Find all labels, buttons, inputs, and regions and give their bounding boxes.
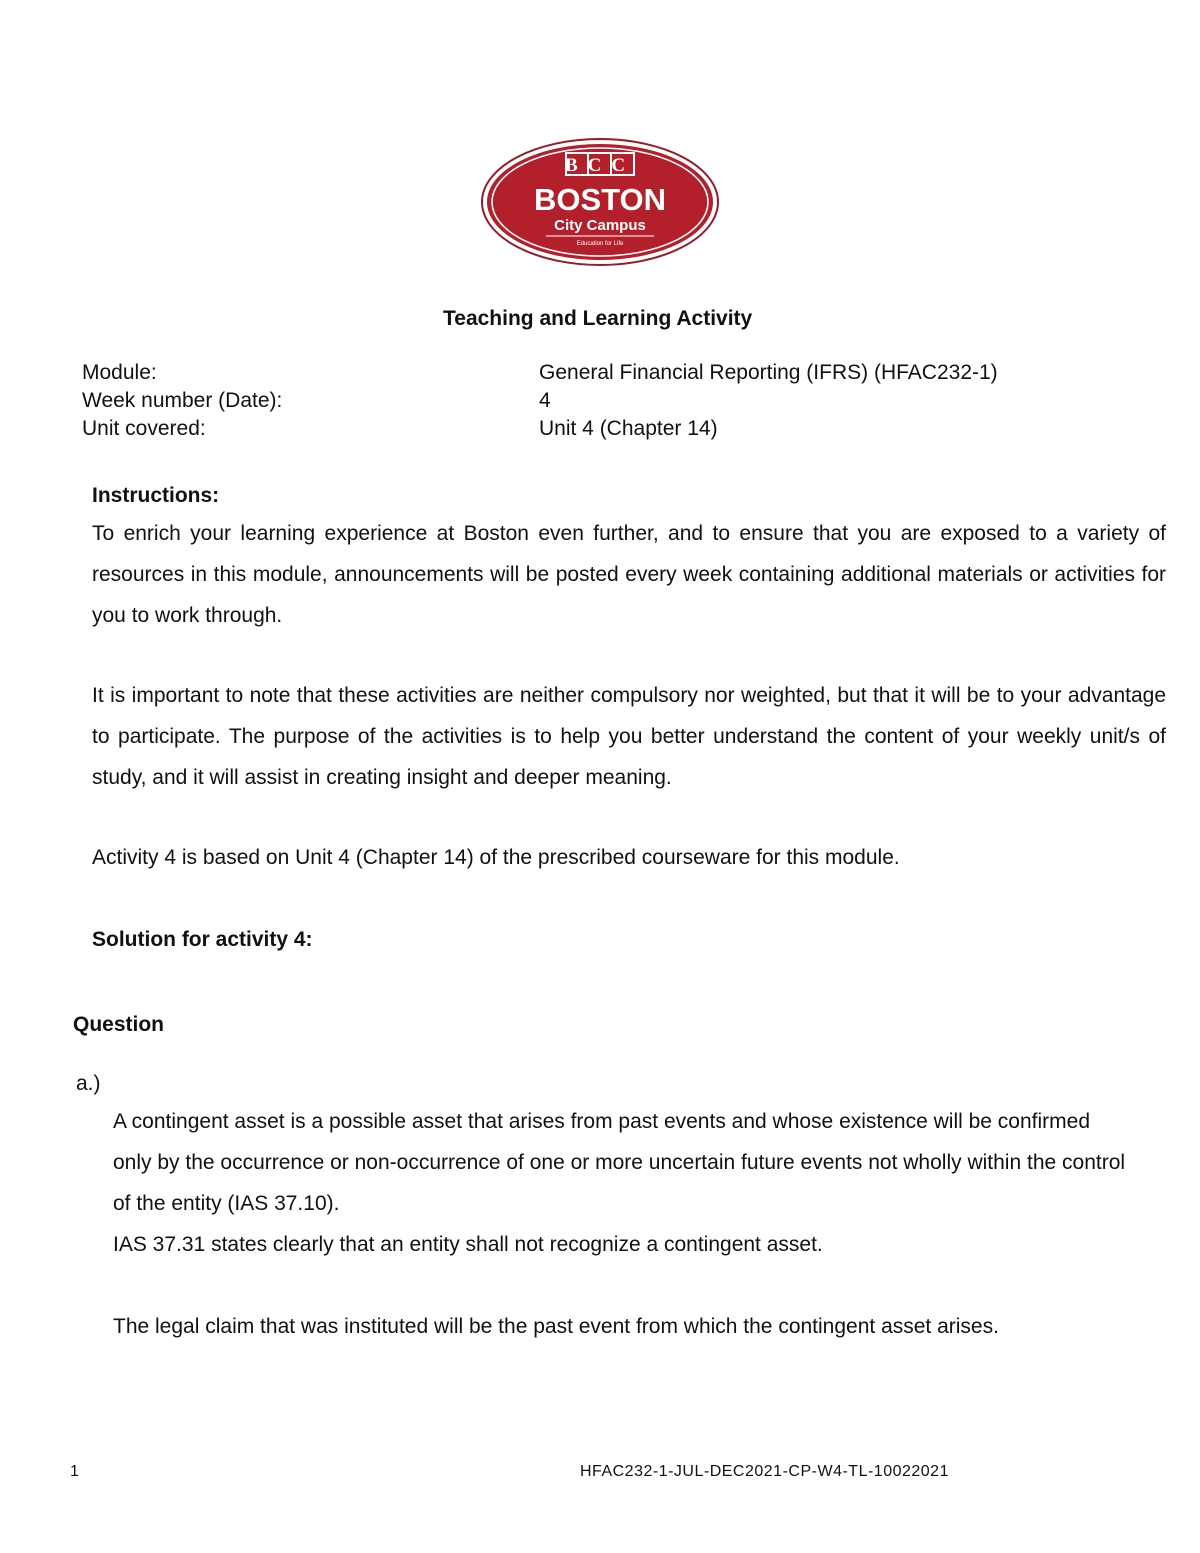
module-value: General Financial Reporting (IFRS) (HFAC232-1)	[539, 361, 998, 384]
question-heading: Question	[73, 1013, 165, 1036]
answer-paragraph-1: A contingent asset is a possible asset that arises from past events and whose existence will be confirmed only by the occurrence or non-occurrence of one or more uncertain future events not wholly within the control of the entity (IAS 37.10).	[113, 1110, 1126, 1215]
week-label: Week number (Date):	[82, 389, 283, 412]
document-title: Teaching and Learning Activity	[443, 307, 753, 330]
unit-label: Unit covered:	[82, 417, 206, 440]
boston-city-campus-logo	[480, 137, 720, 267]
document-code: HFAC232-1-JUL-DEC2021-CP-W4-TL-10022021	[580, 1463, 949, 1480]
module-label: Module:	[82, 361, 157, 384]
week-value: 4	[539, 389, 551, 412]
solution-heading: Solution for activity 4:	[92, 928, 313, 951]
instructions-paragraph-3: Activity 4 is based on Unit 4 (Chapter 14) of the prescribed courseware for this module.	[92, 846, 900, 869]
svg-text:BCC: BCC	[564, 155, 636, 176]
logo-tagline: Education for Life	[576, 241, 624, 247]
logo-name: BOSTON	[533, 182, 667, 217]
instructions-paragraph-1: To enrich your learning experience at Boston even further, and to ensure that you are exposed to a variety of resources in this module, announcements will be posted every week containing additional materials or activities for you to work through.	[92, 522, 1166, 627]
page-number: 1	[70, 1463, 79, 1480]
answer-paragraph-3: The legal claim that was instituted will be the past event from which the contingent asset arises.	[113, 1315, 999, 1338]
part-label: a.)	[76, 1072, 101, 1095]
answer-paragraph-2: IAS 37.31 states clearly that an entity shall not recognize a contingent asset.	[113, 1233, 823, 1256]
logo-subtitle: City Campus	[554, 217, 646, 234]
instructions-heading: Instructions:	[92, 484, 220, 507]
instructions-paragraph-2: It is important to note that these activities are neither compulsory nor weighted, but that it will be to your advantage to participate. The purpose of the activities is to help you better understand the content of your weekly unit/s of study, and it will assist in creating insight and deeper meaning.	[92, 684, 1166, 789]
bcc-monogram	[565, 153, 635, 176]
unit-value: Unit 4 (Chapter 14)	[539, 417, 718, 440]
